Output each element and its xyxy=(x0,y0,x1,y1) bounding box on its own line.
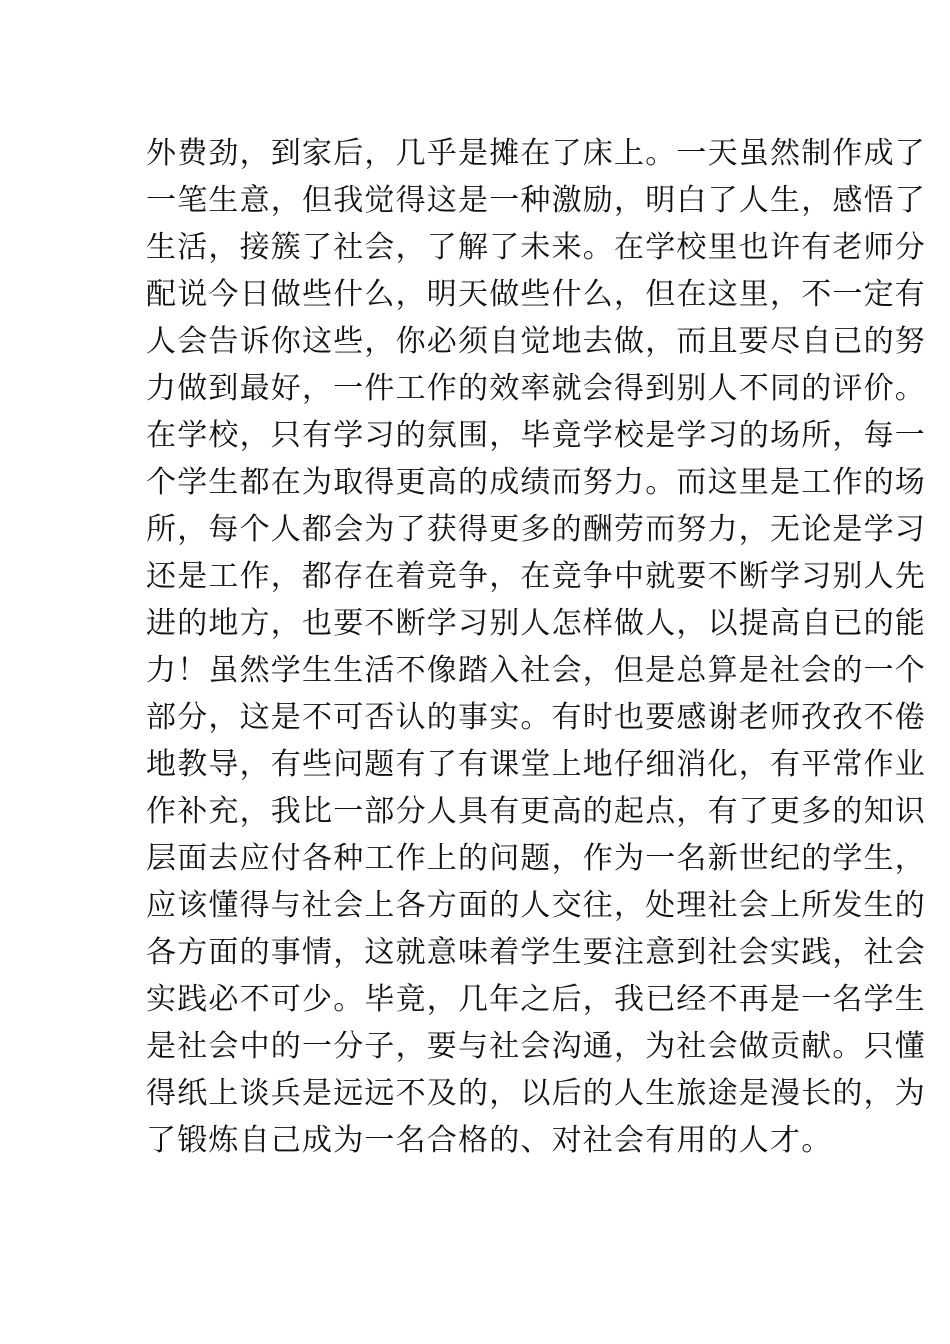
text-line: 在学校，只有学习的氛围，毕竟学校是学习的场所，每一 xyxy=(146,418,926,453)
text-line: 部分，这是不可否认的事实。有时也要感谢老师孜孜不倦 xyxy=(146,700,926,735)
body-paragraph xyxy=(146,130,926,1164)
text-line: 人会告诉你这些，你必须自觉地去做，而且要尽自已的努 xyxy=(146,324,926,359)
text-line: 是社会中的一分子，要与社会沟通，为社会做贡献。只懂 xyxy=(146,1029,926,1064)
text-line: 外费劲，到家后，几乎是摊在了床上。一天虽然制作成了 xyxy=(146,136,926,171)
text-line: 所，每个人都会为了获得更多的酬劳而努力，无论是学习 xyxy=(146,512,926,547)
text-line: 作补充，我比一部分人具有更高的起点，有了更多的知识 xyxy=(146,794,926,829)
text-line: 层面去应付各种工作上的问题，作为一名新世纪的学生， xyxy=(146,841,926,876)
text-line: 力！虽然学生生活不像踏入社会，但是总算是社会的一个 xyxy=(146,653,926,688)
text-line: 各方面的事情，这就意味着学生要注意到社会实践，社会 xyxy=(146,935,926,970)
text-line: 进的地方，也要不断学习别人怎样做人，以提高自已的能 xyxy=(146,606,926,641)
text-line: 还是工作，都存在着竞争，在竞争中就要不断学习别人先 xyxy=(146,559,926,594)
text-line: 地教导，有些问题有了有课堂上地仔细消化，有平常作业 xyxy=(146,747,926,782)
text-line: 个学生都在为取得更高的成绩而努力。而这里是工作的场 xyxy=(146,465,926,500)
text-line: 配说今日做些什么，明天做些什么，但在这里，不一定有 xyxy=(146,277,926,312)
text-line: 生活，接簇了社会，了解了未来。在学校里也许有老师分 xyxy=(146,230,926,265)
text-line: 应该懂得与社会上各方面的人交往，处理社会上所发生的 xyxy=(146,888,926,923)
text-line: 一笔生意，但我觉得这是一种激励，明白了人生，感悟了 xyxy=(146,183,926,218)
text-line: 力做到最好，一件工作的效率就会得到别人不同的评价。 xyxy=(146,371,926,406)
text-line: 了锻炼自己成为一名合格的、对社会有用的人才。 xyxy=(146,1123,833,1158)
text-line: 得纸上谈兵是远远不及的，以后的人生旅途是漫长的，为 xyxy=(146,1076,926,1111)
text-line: 实践必不可少。毕竟，几年之后，我已经不再是一名学生 xyxy=(146,982,926,1017)
